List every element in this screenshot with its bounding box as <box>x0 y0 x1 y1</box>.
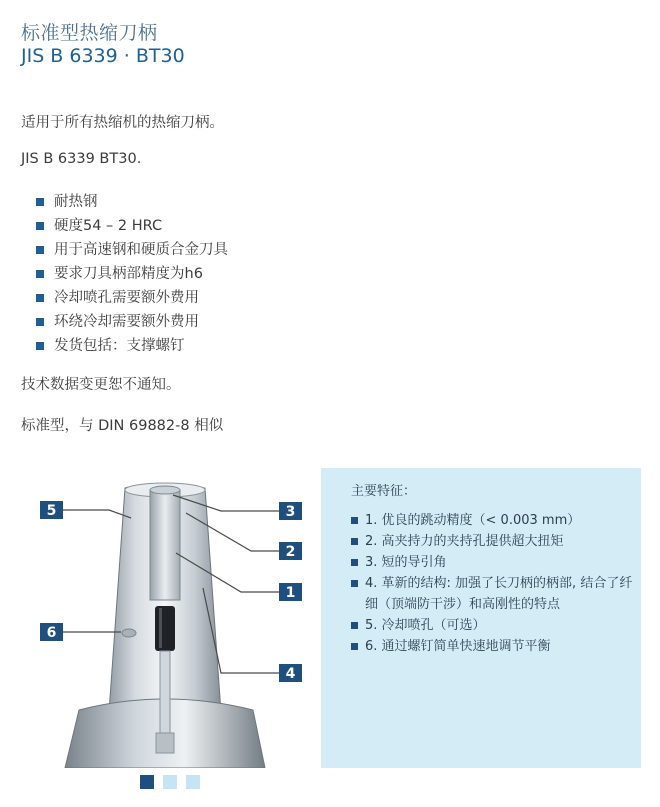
bullet-square-icon <box>36 246 44 254</box>
list-item-label: 环绕冷却需要额外费用 <box>54 314 199 330</box>
feature-label: 1. 优良的跳动精度（< 0.003 mm） <box>365 513 581 528</box>
standard-text: JIS B 6339 BT30. <box>21 151 142 167</box>
list-item <box>36 286 228 310</box>
callout-label-1: 1 <box>285 585 296 601</box>
callout-label-2: 2 <box>285 544 296 560</box>
list-item-label: 发货包括：支撑螺钉 <box>54 338 185 354</box>
intro-text: 适用于所有热缩机的热缩刀柄。 <box>21 115 224 131</box>
list-item <box>351 531 636 552</box>
list-item <box>36 262 228 286</box>
channel-thread <box>156 733 174 753</box>
callout-label-6: 6 <box>46 625 57 641</box>
features-panel <box>321 468 641 768</box>
list-item-label: 耐热钢 <box>54 194 98 210</box>
list-item-label: 要求刀具柄部精度为h6 <box>54 266 203 282</box>
list-item <box>351 615 636 636</box>
bore-opening <box>150 486 180 494</box>
callout-label-5: 5 <box>46 503 57 519</box>
bullet-square-icon <box>36 198 44 206</box>
screw-highlight <box>159 608 162 648</box>
bullet-square-icon <box>351 559 358 566</box>
list-item <box>351 636 636 657</box>
toolholder-illustration <box>21 468 321 768</box>
list-item <box>36 214 228 238</box>
list-item <box>36 238 228 262</box>
list-item-label: 冷却喷孔需要额外费用 <box>54 290 199 306</box>
bullet-square-icon <box>351 538 358 545</box>
disclaimer-text: 技术数据变更恕不通知。 <box>21 377 181 393</box>
product-figure <box>21 468 641 768</box>
carousel-dot-1[interactable] <box>140 775 154 789</box>
bullet-square-icon <box>36 342 44 350</box>
list-item <box>351 573 636 615</box>
carousel-dot-3[interactable] <box>186 775 200 789</box>
bullet-square-icon <box>351 643 358 650</box>
list-item <box>36 334 228 358</box>
callout-label-3: 3 <box>285 504 296 520</box>
bullet-square-icon <box>351 580 358 587</box>
page-subtitle: JIS B 6339 · BT30 <box>21 45 185 67</box>
leader-line-5 <box>63 510 131 518</box>
list-item <box>36 310 228 334</box>
feature-label: 4. 革新的结构: 加强了长刀柄的柄部, 结合了纤细（顶端防干涉）和高刚性的特点 <box>365 576 633 612</box>
bullet-square-icon <box>36 270 44 278</box>
similarity-note: 标准型，与 DIN 69882-8 相似 <box>21 418 224 434</box>
page-title: 标准型热缩刀柄 <box>21 22 158 44</box>
feature-label: 2. 高夹持力的夹持孔提供超大扭矩 <box>365 534 564 549</box>
balance-screw-hole <box>122 629 136 637</box>
list-item <box>36 190 228 214</box>
callout-label-4: 4 <box>285 666 296 682</box>
clamping-bore <box>150 490 180 600</box>
list-item <box>351 552 636 573</box>
bullet-square-icon <box>36 318 44 326</box>
carousel-indicators <box>140 775 200 789</box>
support-screw <box>155 606 175 651</box>
features-list <box>351 510 636 657</box>
feature-label: 5. 冷却喷孔（可选） <box>365 618 486 633</box>
toolholder-drawing <box>21 468 321 768</box>
feature-label: 6. 通过螺钉简单快速地调节平衡 <box>365 639 551 654</box>
list-item-label: 硬度54 – 2 HRC <box>54 218 163 234</box>
list-item-label: 用于高速钢和硬质合金刀具 <box>54 242 228 258</box>
list-item <box>351 510 636 531</box>
carousel-dot-2[interactable] <box>163 775 177 789</box>
bullet-square-icon <box>351 622 358 629</box>
bullet-square-icon <box>36 294 44 302</box>
features-title: 主要特征： <box>351 484 417 499</box>
bullet-square-icon <box>351 517 358 524</box>
feature-label: 3. 短的导引角 <box>365 555 447 570</box>
feature-list <box>36 190 228 358</box>
bullet-square-icon <box>36 222 44 230</box>
